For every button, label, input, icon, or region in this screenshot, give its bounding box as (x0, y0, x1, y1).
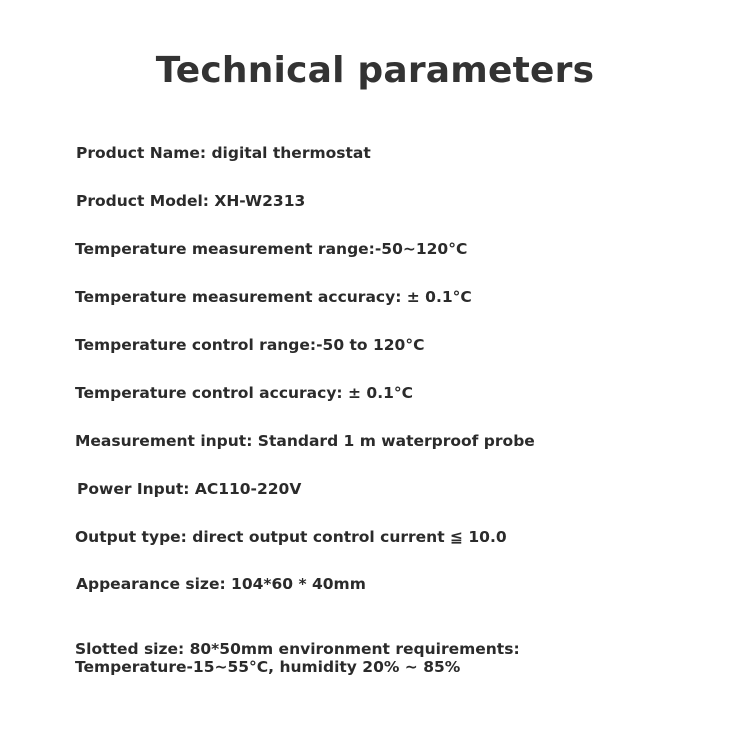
spec-output-type: Output type: direct output control current ≦ 10.0 (75, 528, 507, 546)
spec-product-name: Product Name: digital thermostat (76, 144, 371, 162)
spec-control-accuracy: Temperature control accuracy: ± 0.1°C (75, 384, 413, 402)
spec-power-input: Power Input: AC110-220V (77, 480, 302, 498)
spec-measurement-range: Temperature measurement range:-50~120°C (75, 240, 468, 258)
spec-slotted-size (75, 640, 675, 676)
spec-control-range: Temperature control range:-50 to 120°C (75, 336, 425, 354)
spec-slotted-size-line2: Temperature-15~55°C, humidity 20% ~ 85% (75, 658, 461, 676)
spec-measurement-accuracy: Temperature measurement accuracy: ± 0.1°C (75, 288, 472, 306)
spec-slotted-size-line1: Slotted size: 80*50mm environment requirements: (75, 640, 520, 658)
spec-product-model: Product Model: XH-W2313 (76, 192, 306, 210)
page-title: Technical parameters (155, 50, 595, 91)
spec-appearance-size: Appearance size: 104*60 * 40mm (76, 575, 366, 593)
spec-measurement-input: Measurement input: Standard 1 m waterproof probe (75, 432, 535, 450)
